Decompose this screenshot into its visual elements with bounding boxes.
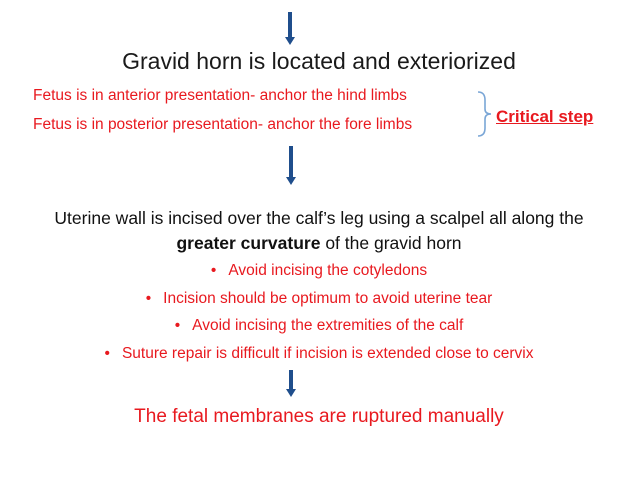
final-step-text: The fetal membranes are ruptured manually [134,406,504,427]
incision-text-line1: Uterine wall is incised over the calf’s leg using a scalpel all along the [54,208,584,228]
bullet-icon: • [145,290,152,307]
greater-curvature-term: greater curvature [176,233,321,253]
posterior-presentation-text: Fetus is in posterior presentation- anchor the fore limbs [33,116,413,133]
bullet-text: Avoid incising the cotyledons [228,262,428,279]
bullet-item [0,317,638,335]
arrow-down-icon [282,12,298,46]
critical-step-label: Critical step [496,107,594,126]
bullet-icon: • [174,317,181,334]
incision-text-line2 [0,233,638,254]
arrow-down-icon [283,370,299,398]
anterior-presentation-text: Fetus is in anterior presentation- anchor the hind limbs [33,87,407,104]
bullet-item [0,345,638,363]
bullet-text: Avoid incising the extremities of the calf [192,317,464,334]
arrow-down-icon [283,146,299,186]
right-brace-icon [476,90,496,138]
step-heading: Gravid horn is located and exteriorized [122,48,516,74]
bullet-text: Incision should be optimum to avoid uterine tear [163,290,493,307]
bullet-item [0,262,638,280]
bullet-text: Suture repair is difficult if incision is extended close to cervix [121,345,534,362]
bullet-icon: • [104,345,110,362]
bullet-icon: • [210,262,217,279]
bullet-item [0,290,638,308]
incision-text-rest: of the gravid horn [320,233,462,253]
